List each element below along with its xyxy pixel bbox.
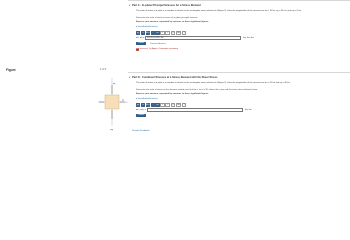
subsup-button[interactable]: ↓↑ — [151, 103, 154, 106]
figure-pane — [0, 0, 131, 136]
help-button[interactable]: ? — [183, 104, 185, 106]
part-d-hint-link[interactable]: ▸ View Available Hint(s) — [136, 98, 158, 100]
greek-button[interactable]: ΑΣφ — [146, 31, 150, 34]
sigma-x-label: σx — [122, 99, 125, 102]
sigma-y-label: σy — [113, 83, 116, 85]
part-c-feedback — [136, 48, 178, 51]
part-c-instruction: Determine the state of stress in terms of in-plane principal stresses. — [136, 17, 199, 19]
greek-button[interactable]: ΑΣφ — [146, 103, 150, 106]
part-c-format-note: Express your answers, separated by commas, to three significant figures. — [136, 21, 209, 23]
part-c-unit: ksi, ksi, ksi — [243, 37, 254, 39]
problem-pane — [128, 0, 350, 136]
part-d-statement: The state of stress at a point in a member is shown on the rectangular stress element in (Figure 1). Here the magnitudes of the stresses are σx = 20 ksi and σy = 40 ksi. — [136, 82, 291, 84]
sqrt-button[interactable]: √x — [141, 31, 144, 34]
part-d-submit-button[interactable]: Submit — [138, 114, 145, 116]
template-button[interactable]: ▣ — [137, 31, 139, 34]
part-c-equation-toolbar — [136, 31, 186, 35]
part-c-answer-label: σ1, σ2 = — [136, 37, 145, 39]
part-d-title[interactable]: Part D - Combined Stresses at a Stress Element with No Shear Stress — [132, 76, 218, 79]
tau-label: τxy — [110, 129, 114, 131]
part-d-equation-toolbar — [136, 103, 186, 107]
undo-button[interactable]: ↶ — [161, 104, 164, 106]
template-button[interactable]: ▣ — [137, 103, 139, 106]
redo-button[interactable]: ↷ — [166, 32, 169, 34]
undo-button[interactable]: ↶ — [161, 32, 164, 34]
redo-button[interactable]: ↷ — [166, 104, 169, 106]
stress-element-square — [105, 95, 119, 109]
part-c-answer-input[interactable]: 29.76,15.28,7.56 — [145, 36, 241, 39]
previous-answers-link[interactable]: Previous Answers — [150, 42, 166, 45]
figure-label: Figure — [6, 68, 16, 72]
part-d-format-note: Express your answers, separated by commas, to three significant figures. — [136, 93, 209, 95]
part-d-section — [128, 72, 350, 129]
keyboard-button[interactable]: ⌨ — [177, 32, 180, 34]
vector-button[interactable]: vec — [156, 31, 159, 34]
subsup-button[interactable]: ↓↑ — [151, 31, 154, 34]
incorrect-x-icon: ✕ — [136, 48, 139, 50]
feedback-text: Incorrect; Try Again; 4 attempts remaining — [139, 48, 178, 51]
part-d-answer-input[interactable] — [147, 108, 243, 111]
collapse-chevron-icon[interactable]: ▾ — [129, 4, 131, 7]
keyboard-button[interactable]: ⌨ — [177, 104, 180, 106]
part-d-answer-label: σx', τx'y' = — [136, 109, 146, 111]
part-d-answer-row — [136, 108, 251, 112]
provide-feedback-link[interactable]: Provide Feedback — [132, 130, 150, 132]
part-d-unit: ksi, ksi — [244, 109, 252, 111]
reset-button[interactable]: ↺ — [172, 104, 174, 106]
reset-button[interactable]: ↺ — [172, 32, 174, 34]
sqrt-button[interactable]: √x — [141, 103, 144, 106]
vector-button[interactable]: vec — [156, 103, 159, 106]
help-button[interactable]: ? — [183, 32, 185, 34]
part-c-hint-link[interactable]: ▸ View Available Hint(s) — [136, 26, 158, 28]
part-c-statement: The state of stress at a point in a member is shown on the rectangular stress element in (Figure 1). Here the magnitudes of the stresses are σx = 70 ksi, σy = 30 ksi, and τxy = 0 ksi. — [136, 10, 302, 12]
part-c-submit-button[interactable]: Submit — [138, 42, 145, 44]
part-c-title[interactable]: Part C - In-plane Principal Stresses for a Stress Element — [132, 4, 201, 7]
part-c-section — [128, 0, 350, 73]
stress-element-figure — [96, 74, 131, 134]
collapse-chevron-icon[interactable]: ▾ — [129, 76, 131, 79]
part-d-instruction: Determine the state of stress on the element rotated such that the x' axis is 30° above the x axis and the shear stress between them. — [136, 89, 258, 91]
figure-pager[interactable]: 1 of 1 — [100, 68, 107, 71]
part-c-answer-row — [136, 36, 254, 40]
axis-x-label: x — [126, 102, 128, 104]
